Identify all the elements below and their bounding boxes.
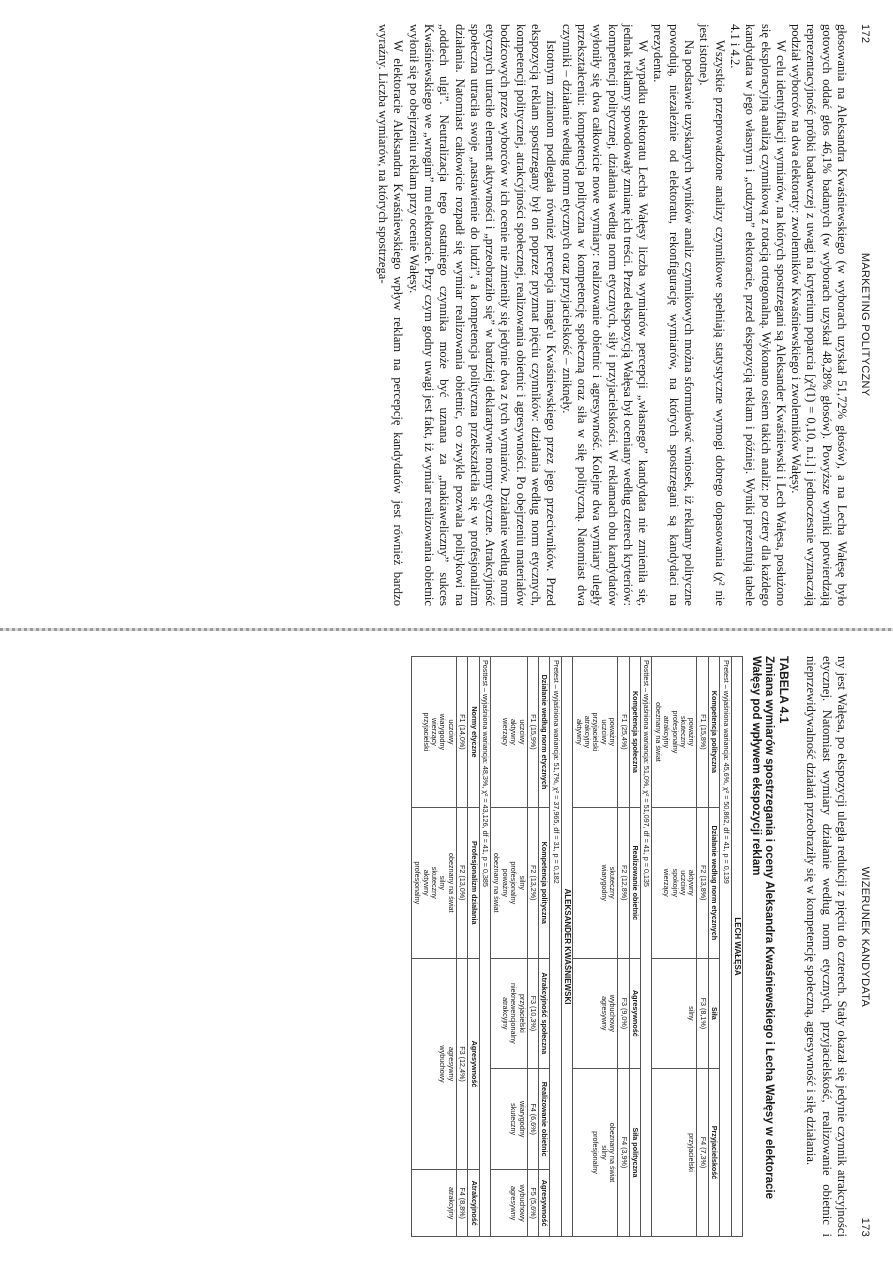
table-row [618, 657, 629, 1237]
section-walesa: LECH WAŁĘSA [731, 657, 742, 1237]
table-row [468, 657, 479, 1237]
walesa-posttest-stats: Posttest – wyjaśniona wariancja: 51,0%, χ² = 51,097, df = 41, p = 0,135 [641, 657, 652, 1237]
page-173 [0, 632, 893, 1263]
table-row [411, 657, 456, 1237]
paragraph-7: W elektoracie Aleksandra Kwaśniewskiego wpływ reklam na percepcję kandydatów jest również bardzo wyraźny. Liczba wymiarów, na których spostrzega- [376, 24, 406, 606]
table-cell: F4 (8,8%) [456, 1170, 467, 1237]
table-cell: F3 (8,1%) [697, 958, 708, 1068]
table-cell: Kompetencja społeczna [629, 657, 640, 808]
table-row [629, 657, 640, 1237]
table-cell: Działanie według norm etycznych [708, 807, 719, 958]
table-cell: Przyjacielskość [708, 1068, 719, 1236]
table-label: TABELA 4.1 [777, 656, 792, 724]
table-cell: F3 (9,0%) [618, 958, 629, 1068]
table-cell: uczciwy aktywny wierzący [490, 657, 527, 808]
table-cell: F3 (12,4%) [456, 958, 467, 1170]
table-cell: silny [652, 958, 697, 1068]
table-cell: F5 (5,6%) [527, 1170, 538, 1237]
page-number-172: 172 [859, 24, 871, 44]
paragraph-5: W wypadku elektoratu Lecha Wałęsy liczba wymiarów percepcji „własnego” kandydata nie zmieniła się, jednak reklamy spowodowały zmianę ich treści. Przed ekspozycją Wałęsa był oceniany według czterech kryteriów: kompetencji politycznej, działania według norm etycznych, siły i przyjacielskości. W reklamach obu kandydatów wyłoniły się dwa całkowicie nowe wymiary: realizowanie obietnic i agresywność. Kolejne dwa wymiary uległy przekształceniu: kompetencja polityczna w kompetencję społeczną oraz siła w siłę polityczną. Natomiast dwa czynniki – działanie według norm etycznych oraz przyjacielskość – zniknęły. [559, 24, 651, 606]
table-title: Zmiana wymiarów spostrzegania i oceny Aleksandra Kwaśniewskiego i Lecha Wałęsy w elektoracie Wałęsy pod wpływem ekspozycji reklam [750, 656, 776, 1200]
factor-table [411, 656, 743, 1237]
table-cell: F1 (25,4%) [618, 657, 629, 808]
paragraph-6: Istotnym zmianom podlegała również percepcja image'u Kwaśniewskiego przez jego przeciwników. Przed ekspozycją reklam spostrzegany był on poprzez pryzmat pięciu czynników: działania według norm etycznych, kompetencji politycznej, atrakcyjności społecznej, realizowania obietnic i agresywności. Po obejrzeniu materiałów bodźcowych przez wyborców w ich ocenie nie zmieniły się jedynie dwa z tych wymiarów. Działanie według norm etycznych utraciło element aktywności i „przeobraziło się” w bardziej deklaratywne normy etyczne. Atrakcyjność społeczna utraciła swoje „nastawienie do ludzi”, a kompetencja polityczna przekształciła się w profesjonalizm działania. Natomiast całkowicie rozpadł się wymiar realizowania obietnic, co zwykle pozwala politykowi na „oddech ulgi”. Neutralizacja tego ostatniego czynnika może być uznana za „makiaweliczny” sukces Kwaśniewskiego we „wrogim” mu elektoracie. Przy czym godny uwagi jest fakt, iż wymiar realizowania obietnic wyłonił się po obejrzeniu reklam przy ocenie Wałęsy. [406, 24, 559, 606]
page-number-173: 173 [859, 1217, 871, 1237]
table-row [697, 657, 708, 1237]
table-cell: wiarygodny skuteczny [490, 1068, 527, 1169]
table-cell: Atrakcyjność [468, 1170, 479, 1237]
table-cell: Agresywność [468, 958, 479, 1170]
kwas-posttest-stats: Posttest – wyjaśniona wariancja: 48,3%, χ² = 43,126, df = 41, p = 0,385 [479, 657, 490, 1237]
table-cell: F2 (12,8%) [618, 807, 629, 958]
table-cell: Działanie według norm etycznych [538, 657, 549, 808]
table-row [538, 657, 549, 1237]
table-cell: F4 (7,3%) [697, 1068, 708, 1236]
table-cell: skuteczny wiarygodny [573, 807, 618, 958]
running-head-172 [859, 24, 871, 606]
table-cell: F4 (6,6%) [527, 1068, 538, 1169]
section-kwasniewski: ALEKSANDER KWAŚNIEWSKI [561, 657, 572, 1237]
table-cell: atrakcyjny [411, 1170, 456, 1237]
walesa-pretest-stats: Pretest – wyjaśniona wariancja: 45,6%, χ² = 50,862, df = 41, p = 0,139 [720, 657, 731, 1237]
table-cell: F2 (13,8%) [697, 807, 708, 958]
running-head-title-173: WIZERUNEK KANDYDATA [859, 866, 871, 1008]
table-cell: agresywny wybuchowy [411, 958, 456, 1170]
table-cell: aktywny uczciwy spokojny wierzący [652, 807, 697, 958]
table-cell: F4 (3,9%) [618, 1068, 629, 1236]
table-cell: Agresywność [629, 958, 640, 1068]
table-cell: Profesjonalizm działania [468, 807, 479, 958]
table-cell: F1 (15,9%) [527, 657, 538, 808]
table-cell: Kompetencja polityczna [708, 657, 719, 808]
paragraph-3: Wszystkie przeprowadzone analizy czynnikowe spełniają statystyczne wymogi dobrego dopasowania (χ² nie jest istotne). [697, 24, 727, 606]
table-cell: poważny skuteczny profesjonalny atrakcyjny obeznany na świat [652, 657, 697, 808]
table-cell: F1 (14,0%) [456, 657, 467, 808]
table-cell: obeznany na świat silny skuteczny aktywny profesjonalny [411, 807, 456, 958]
table-row [708, 657, 719, 1237]
table-cell: F3 (10,3%) [527, 958, 538, 1068]
table-cell: wybuchowy agresywny [490, 1170, 527, 1237]
table-cell: przyjacielski nieknewencjonalny atrakcyjny [490, 958, 527, 1068]
table-cell: przyjacielski [652, 1068, 697, 1236]
table-row [456, 657, 467, 1237]
table-cell: Siła [708, 958, 719, 1068]
table-cell: Realizowanie obietnic [629, 807, 640, 958]
table-cell: Kompetencja polityczna [538, 807, 549, 958]
paragraph-continued: ny jest Wałęsa, po ekspozycji uległa redukcji z pięciu do czterech. Stały okazał się jedynie czynnik atrakcyjności etycznej. Natomiast wymiary działanie według norm etycznych, przyjacielskość, realizowanie obietnic i nieprzewidywalność działań przeobraziły się w kompetencję społeczną, agresywność i siłę działania. [804, 656, 849, 1237]
table-cell: F2 (13,2%) [527, 807, 538, 958]
table-cell: silny profesjonalny poważny obeznany na świat [490, 807, 527, 958]
paragraph-4: Na podstawie uzyskanych wyników analiz czynnikowych można sformułować wniosek, iż reklamy polityczne powodują, niezależnie od elektoratu, rekonfigurację wymiarów, na których spostrzegani są kandydaci na prezydenta. [651, 24, 697, 606]
table-cell: poważny uczciwy przyjacielski atrakcyjny aktywny [573, 657, 618, 808]
running-head-173 [859, 656, 871, 1237]
page-fold-divider [0, 628, 893, 631]
table-cell: Normy etyczne [468, 657, 479, 808]
table-row [527, 657, 538, 1237]
table-row [573, 657, 618, 1237]
table-cell: obeznany na świat silny profesjonalny [573, 1068, 618, 1236]
table-row [490, 657, 527, 1237]
running-head-title-172: MARKETING POLITYCZNY [859, 252, 871, 397]
table-cell: Atrakcyjność społeczna [538, 958, 549, 1068]
page-173-region [0, 632, 893, 1263]
table-cell: uczciwy wiarygodny wierzący przyjacielski [411, 657, 456, 808]
kwas-pretest-stats: Pretest – wyjaśniona wariancja: 51,7%, χ² = 37,965, df = 31, p = 0,182 [550, 657, 561, 1237]
table-cell: wybuchowy agresywny [573, 958, 618, 1068]
table-cell: F2 (13,0%) [456, 807, 467, 958]
paragraph-1: głosowania na Aleksandra Kwaśniewskiego (w wyborach uzyskał 51,72% głosów), a na Lecha Wałęsę było gotowych oddać głos 46,1% badanych (w wyborach uzyskał 48,28% głosów). Powyższe wyniki potwierdzają reprezentacyjność próbki badawczej z uwagi na kryterium poparcia [χ²(1) = 0,10, n.i.] i jednoczesnie wyznaczają podział wyborców na dwa elektoraty: zwolenników Kwaśniewskiego i zwolenników Wałęsy. [789, 24, 849, 606]
table-cell: Siła polityczna [629, 1068, 640, 1236]
table-cell: F1 (15,8%) [697, 657, 708, 808]
table-cell: Agresywność [538, 1170, 549, 1237]
table-row [652, 657, 697, 1237]
table-cell: Realizowanie obietnic [538, 1068, 549, 1169]
paragraph-2: W celu identyfikacji wymiarów, na których spostrzegani są Aleksander Kwaśniewski i Lech Wałęsa, posłużono się eksploracyjną analizą czynnikową z rotacją ortogonalną. Wykonano osiem takich analiz: po cztery dla każdego kandydata w jego własnym i „cudzym” elektoracie, przed ekspozycją reklam i później. Wyniki prezentują tabele 4.1 i 4.2. [727, 24, 788, 606]
